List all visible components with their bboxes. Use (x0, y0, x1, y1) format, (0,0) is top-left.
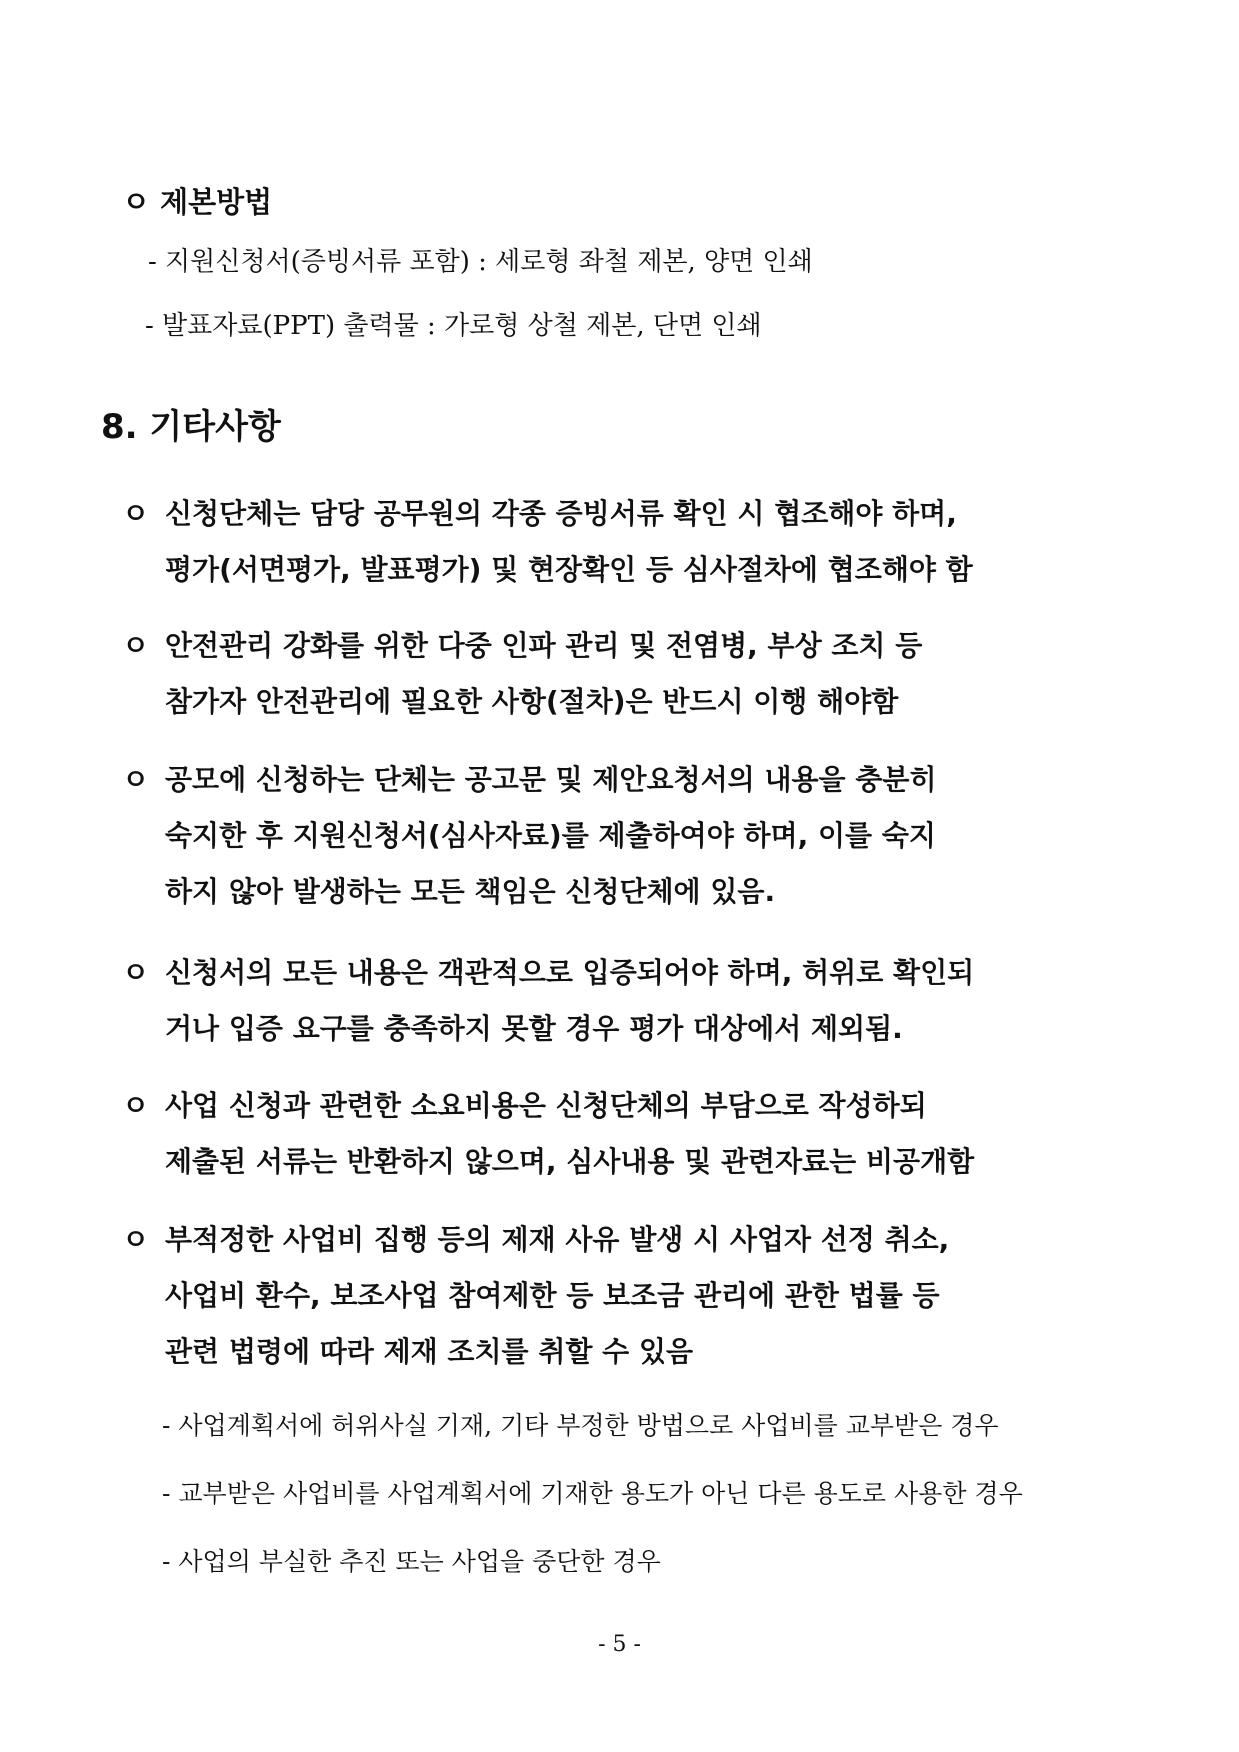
binding-item-presentation: - 발표자료(PPT) 출력물 : 가로형 상철 제본, 단면 인쇄 (145, 311, 762, 341)
list-item-line: 신청단체는 담당 공무원의 각종 증빙서류 확인 시 협조해야 하며, (165, 497, 957, 530)
bullet-mark: ㅇ (122, 1089, 150, 1122)
sanction-sub-item: - 교부받은 사업비를 사업계획서에 기재한 용도가 아닌 다른 용도로 사용한 경우 (162, 1479, 1023, 1508)
list-item-line: 숙지한 후 지원신청서(심사자료)를 제출하여야 하며, 이를 숙지 (165, 819, 936, 852)
bullet-mark: ㅇ (122, 956, 150, 989)
bullet-mark: ㅇ (122, 629, 150, 662)
sanction-sub-item: - 사업의 부실한 추진 또는 사업을 중단한 경우 (162, 1547, 661, 1576)
list-item-line: 사업 신청과 관련한 소요비용은 신청단체의 부담으로 작성하되 (165, 1089, 927, 1122)
sanction-sub-item: - 사업계획서에 허위사실 기재, 기타 부정한 방법으로 사업비를 교부받은 경우 (162, 1411, 999, 1440)
bullet-mark: ㅇ (122, 763, 150, 796)
list-item-line: 제출된 서류는 반환하지 않으며, 심사내용 및 관련자료는 비공개함 (165, 1145, 975, 1178)
bullet-mark: ㅇ (122, 497, 150, 530)
list-item-line: 평가(서면평가, 발표평가) 및 현장확인 등 심사절차에 협조해야 함 (165, 553, 973, 586)
list-item-line: 거나 입증 요구를 충족하지 못할 경우 평가 대상에서 제외됨. (165, 1012, 903, 1045)
list-item-line: 부적정한 사업비 집행 등의 제재 사유 발생 시 사업자 선정 취소, (165, 1223, 950, 1256)
list-item-line: 관련 법령에 따라 제재 조치를 취할 수 있음 (165, 1335, 694, 1368)
list-item-line: 신청서의 모든 내용은 객관적으로 입증되어야 하며, 허위로 확인되 (165, 956, 975, 989)
list-item-line: 안전관리 강화를 위한 다중 인파 관리 및 전염병, 부상 조치 등 (165, 629, 923, 662)
section-heading-binding-method: ㅇ 제본방법 (122, 185, 273, 219)
list-item-line: 하지 않아 발생하는 모든 책임은 신청단체에 있음. (165, 875, 776, 908)
page-number: - 5 - (598, 1632, 641, 1657)
list-item-line: 사업비 환수, 보조사업 참여제한 등 보조금 관리에 관한 법률 등 (165, 1279, 940, 1312)
list-item-line: 참가자 안전관리에 필요한 사항(절차)은 반드시 이행 해야함 (165, 685, 899, 718)
list-item-line: 공모에 신청하는 단체는 공고문 및 제안요청서의 내용을 충분히 (165, 763, 937, 796)
bullet-mark: ㅇ (122, 1223, 150, 1256)
binding-item-application: - 지원신청서(증빙서류 포함) : 세로형 좌철 제본, 양면 인쇄 (148, 247, 813, 277)
section-title: 8. 기타사항 (101, 407, 281, 447)
